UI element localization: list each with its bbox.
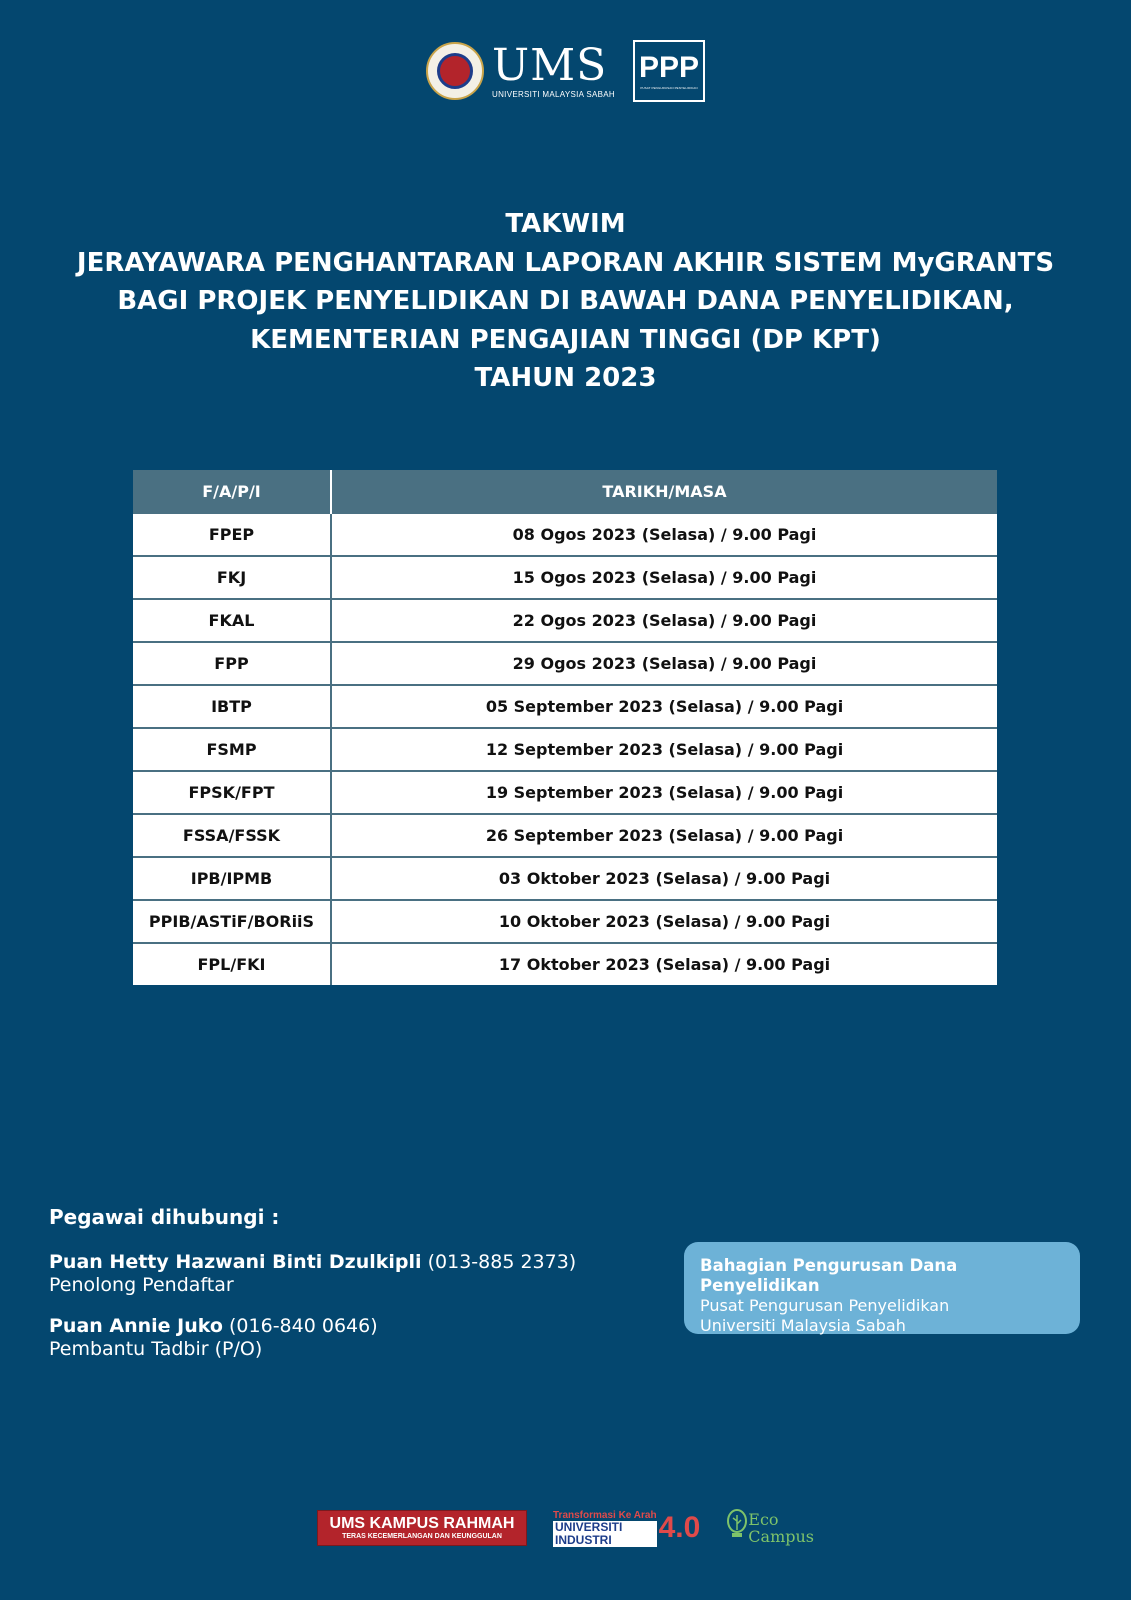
contact-name: Puan Annie Juko xyxy=(49,1315,223,1337)
eco-line-1: Eco xyxy=(748,1510,779,1529)
ppp-logo-text: PPP xyxy=(638,51,699,84)
contacts-heading: Pegawai dihubungi : xyxy=(49,1205,280,1229)
table-row xyxy=(133,900,997,943)
datetime-cell: 12 September 2023 (Selasa) / 9.00 Pagi xyxy=(331,728,997,771)
lightbulb-icon xyxy=(726,1508,748,1548)
datetime-cell: 03 Oktober 2023 (Selasa) / 9.00 Pagi xyxy=(331,857,997,900)
column-header-datetime: TARIKH/MASA xyxy=(331,470,997,513)
table-row xyxy=(133,771,997,814)
datetime-cell: 08 Ogos 2023 (Selasa) / 9.00 Pagi xyxy=(331,513,997,556)
page-title xyxy=(0,205,1131,398)
contact-phone: (016-840 0646) xyxy=(229,1315,378,1337)
datetime-cell: 10 Oktober 2023 (Selasa) / 9.00 Pagi xyxy=(331,900,997,943)
datetime-cell: 26 September 2023 (Selasa) / 9.00 Pagi xyxy=(331,814,997,857)
table-row xyxy=(133,814,997,857)
ppp-logo-subtitle: PUSAT PENGURUSAN PENYELIDIKAN xyxy=(640,86,698,90)
table-row xyxy=(133,642,997,685)
ppp-logo xyxy=(633,40,705,102)
contacts-section xyxy=(49,1205,576,1379)
title-line-3: BAGI PROJEK PENYELIDIKAN DI BAWAH DANA PENYELIDIKAN, xyxy=(117,286,1014,316)
contact-role: Penolong Pendaftar xyxy=(49,1274,234,1296)
contact-phone: (013-885 2373) xyxy=(427,1251,577,1273)
table-row xyxy=(133,599,997,642)
datetime-cell: 19 September 2023 (Selasa) / 9.00 Pagi xyxy=(331,771,997,814)
unit-cell: FPP xyxy=(133,642,331,685)
unit-cell: IPB/IPMB xyxy=(133,857,331,900)
datetime-cell: 15 Ogos 2023 (Selasa) / 9.00 Pagi xyxy=(331,556,997,599)
table-header-row xyxy=(133,470,997,513)
ui-number: 4.0 xyxy=(658,1511,701,1544)
universiti-industri-logo xyxy=(553,1510,700,1547)
kampus-title: UMS KAMPUS RAHMAH xyxy=(329,1515,515,1532)
contact-item xyxy=(49,1251,576,1297)
table-row xyxy=(133,556,997,599)
datetime-cell: 22 Ogos 2023 (Selasa) / 9.00 Pagi xyxy=(331,599,997,642)
unit-cell: FSSA/FSSK xyxy=(133,814,331,857)
table-row xyxy=(133,513,997,556)
datetime-cell: 29 Ogos 2023 (Selasa) / 9.00 Pagi xyxy=(331,642,997,685)
title-line-1: TAKWIM xyxy=(505,209,626,239)
column-header-unit: F/A/P/I xyxy=(133,470,331,513)
unit-cell: FPL/FKI xyxy=(133,943,331,985)
title-line-2: JERAYAWARA PENGHANTARAN LAPORAN AKHIR SISTEM MyGRANTS xyxy=(76,247,1055,278)
unit-cell: FKJ xyxy=(133,556,331,599)
title-line-5: TAHUN 2023 xyxy=(474,363,657,393)
table-row xyxy=(133,943,997,985)
department-center: Pusat Pengurusan Penyelidikan xyxy=(700,1296,950,1315)
header-logos xyxy=(0,40,1131,102)
datetime-cell: 17 Oktober 2023 (Selasa) / 9.00 Pagi xyxy=(331,943,997,985)
unit-cell: FKAL xyxy=(133,599,331,642)
ui-line-1: UNIVERSITI xyxy=(553,1521,657,1534)
kampus-rahmah-logo xyxy=(317,1510,527,1546)
eco-campus-logo xyxy=(726,1508,814,1548)
table-row xyxy=(133,857,997,900)
department-box xyxy=(684,1242,1080,1334)
department-university: Universiti Malaysia Sabah xyxy=(700,1316,906,1335)
eco-line-2: Campus xyxy=(748,1527,814,1546)
ums-logo-subtitle: UNIVERSITI MALAYSIA SABAH xyxy=(492,89,615,99)
unit-cell: FPEP xyxy=(133,513,331,556)
ums-crest-icon xyxy=(426,42,484,100)
ui-line-2: INDUSTRI xyxy=(553,1534,657,1547)
contact-role: Pembantu Tadbir (P/O) xyxy=(49,1338,263,1360)
kampus-subtitle: TERAS KECEMERLANGAN DAN KEUNGGULAN xyxy=(342,1533,502,1540)
ums-logo-text: UMS xyxy=(492,39,608,91)
footer-logos xyxy=(0,1508,1131,1548)
schedule-table xyxy=(133,470,997,985)
table-row xyxy=(133,685,997,728)
unit-cell: PPIB/ASTiF/BORiiS xyxy=(133,900,331,943)
contact-item xyxy=(49,1315,576,1361)
unit-cell: IBTP xyxy=(133,685,331,728)
unit-cell: FPSK/FPT xyxy=(133,771,331,814)
department-name: Bahagian Pengurusan Dana Penyelidikan xyxy=(700,1256,958,1295)
unit-cell: FSMP xyxy=(133,728,331,771)
ums-logo xyxy=(426,39,615,100)
datetime-cell: 05 September 2023 (Selasa) / 9.00 Pagi xyxy=(331,685,997,728)
contact-name: Puan Hetty Hazwani Binti Dzulkipli xyxy=(49,1251,422,1273)
table-row xyxy=(133,728,997,771)
title-line-4: KEMENTERIAN PENGAJIAN TINGGI (DP KPT) xyxy=(250,324,881,355)
ui-top-text: Transformasi Ke Arah xyxy=(553,1509,657,1521)
